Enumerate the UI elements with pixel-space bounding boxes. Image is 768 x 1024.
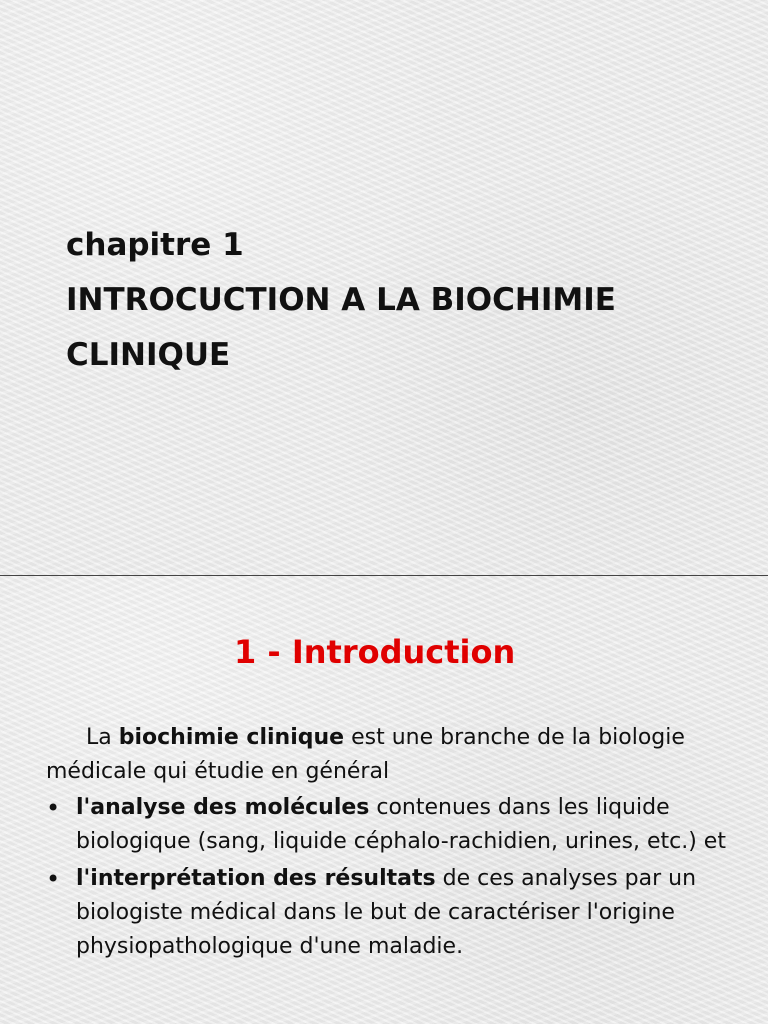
- chapter-label: chapitre 1: [66, 227, 244, 263]
- bullet-list: [46, 791, 726, 964]
- bullet-icon: •: [46, 865, 61, 893]
- bullet-text: contenues dans les liquide biologique (sang, liquide céphalo-rachidien, urines, etc.) et: [76, 795, 726, 854]
- chapter-title-line: CLINIQUE: [66, 337, 231, 373]
- section-title: 1 - Introduction: [234, 633, 516, 671]
- intro-bold-term: biochimie clinique: [118, 725, 345, 750]
- intro-suffix: est une branche de la biologie médicale qui étudie en général: [46, 725, 685, 784]
- bullet-bold-term: l'interprétation des résultats: [76, 866, 436, 891]
- intro-paragraph: [46, 721, 721, 789]
- chapter-title-line: INTROCUCTION A LA BIOCHIMIE: [66, 282, 616, 318]
- introduction-slide: [0, 576, 768, 1024]
- bullet-text: de ces analyses par un biologiste médical dans le but de caractériser l'origine physiopathologique d'une maladie.: [76, 866, 697, 959]
- bullet-bold-term: l'analyse des molécules: [76, 795, 370, 820]
- bullet-item: [46, 791, 726, 859]
- intro-prefix: La: [86, 725, 119, 750]
- slide-content: [46, 721, 726, 967]
- bullet-item: [46, 862, 726, 964]
- bullet-icon: •: [46, 794, 61, 822]
- chapter-title: [66, 218, 716, 383]
